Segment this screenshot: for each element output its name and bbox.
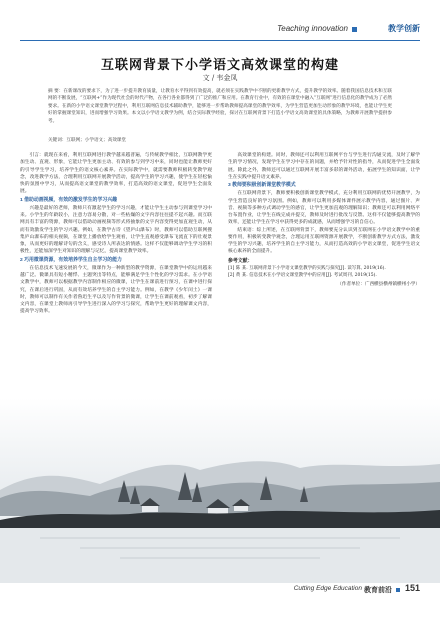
section-heading-1: 1 借助动画视频，有效的激发学生的学习兴趣 [20, 197, 118, 203]
continued-paragraph: 高效课堂的构建。同时，教师还可以利用互联网平台与学生进行沟通交流，及时了解学生的学习情况，发现学生在学习中存在的问题，并给予针对性的指导，从而促进学生全面发展。除此之外，教师还可以通过互联网开展丰富多彩的课外活动，拓展学生的知识面，让学生在实践中提升语文素养。 [228, 153, 420, 180]
reference-item: [1] 陈 某. 互联网背景下小学语文课堂教学的实践与探究[J]. 读写算, 2019(16). [228, 265, 386, 271]
header-square-icon [352, 27, 357, 32]
article-author: 文 / 韦金凤 [202, 74, 238, 82]
footer-english-title: Cutting Edge Education [293, 585, 362, 592]
section-heading-2: 2 巧用微课资源，有效培养学生自主学习的能力 [20, 257, 122, 263]
article-keywords: 关键词：互联网；小学语文；高效课堂 [48, 138, 127, 143]
article-title: 互联网背景下小学语文高效课堂的构建 [100, 58, 339, 73]
reference-item: [2] 黄 某. 信息技术在小学语文课堂教学中的应用[J]. 考试周刊, 2019(15). [228, 272, 377, 278]
intro-paragraph: 引言：就现在来看，利用互联网进行教学越来越普遍，与传统教学相比，互联网教学更加生动、直观、形象，它能让学生更加主动、有效的参与到学习中来，同时也能让教师更好的引导学生学习，培养学生的语文核心素养。在实际教学中，就需要教师积极转变教学观念，改进教学方法，合理利用互联网开展教学活动，提高学生的学习兴趣，使学生在轻松愉快的氛围中学习，从而提高语文课堂的教学效率，打造高效的语文课堂，促进学生全面发展。 [20, 153, 212, 195]
conclusion-paragraph: 结束语：综上所述，在互联网背景下，教师要充分认识到互联网在小学语文教学中的重要作用，积极转变教学观念，合理运用互联网资源开展教学，不断创新教学方式方法，激发学生的学习兴趣，培养学生的自主学习能力，从而打造高效的小学语文课堂，促进学生语文核心素养的全面提升。 [228, 227, 420, 255]
left-column [20, 152, 212, 316]
section-3-paragraph: 在互联网背景下，教师要积极创新课堂教学模式，充分利用互联网的优势开展教学，为学生营造良好的学习氛围。例如，教师可以利用多媒体课件展示教学内容，通过图片、声音、视频等多种方式调动学生的感官，让学生更加直观的理解知识；教师还可以利用网络平台布置作业，让学生在线完成并提交，教师及时进行批改与反馈。这样不仅能够提高教学的效率，还能让学生在学习中获得更多的成就感，从而增强学习的自信心。 [228, 191, 420, 226]
header-chinese-title: 教学创新 [388, 24, 420, 33]
footer-chinese-title: 教育前沿 [364, 586, 392, 594]
section-2-paragraph: 在信息技术飞速发展的今天，微课作为一种新型的教学资源，在课堂教学中的运用越来越广泛。微课具有短小精悍、主题突出等特点，能够满足学生个性化的学习需求。在小学语文教学中，教师可以根据教学内容制作相应的微课，让学生在课前进行预习，在课中进行探究，在课后进行巩固，从而有效培养学生的自主学习能力。例如，在教学《少年闰土》一课时，教师可以制作有关作者鲁迅生平以及写作背景的微课，让学生在课前观看，初步了解课文内容，在课堂上教师再引导学生进行深入的学习与探究，帮助学生更好的理解课文内容，提高学习效率。 [20, 265, 212, 315]
header-english-title: Teaching innovation [277, 24, 348, 33]
page-number: 151 [404, 583, 420, 593]
section-heading-3: 3 教师要积极创新课堂教学模式 [228, 183, 296, 188]
section-1-paragraph: 兴趣是最好的老师，教师只有激起学生的学习兴趣，才能让学生主动参与到课堂学习中来。小学生的年龄较小，注意力容易分散，对一些枯燥的文字内容往往提不起兴趣。而互联网具有丰富的资源，教师可以借助动画视频等形式将抽象的文字内容变得更加直观生动，从而有效激发学生的学习兴趣。例如，在教学古诗《望庐山瀑布》时，教师可以借助互联网搜集庐山瀑布的相关视频，在课堂上播放给学生观看，让学生直观感受瀑布飞流直下的壮观景象，从而更好的理解诗句的含义，感受诗人所表达的情感。这样不仅能够调动学生学习的积极性，还能加深学生对知识的理解与记忆，提高课堂教学效率。 [20, 205, 212, 255]
references-title: 参考文献： [228, 258, 253, 264]
footer-square-icon [396, 588, 400, 592]
page-footer [0, 583, 440, 597]
article-abstract: 摘 要：在新课改的要求下，为了进一步提升教育质量，让教育水平得到有效提高，就必须在实践教学中不断的更新教学方式，提升教学的效率。随着我国信息技术和互联网的不断发展，“互联网+”作为现代社会的时代产物，在各行各业都得到了广泛的推广和应用。在教育行业中，有效的在课堂中融入“互联网”进行信息化的教学成为了必然要求。在新的小学语文课堂教学过程中，利用互联网信息技术辅助教学，能够进一步帮助教师提高课堂的教学效率，为学生营造更加生动形象的教学环境，也能让学生更好的掌握课堂知识，进而增强学习效果。本文以小学语文教学为例，结合实际教学经验，探讨在互联网背景下打造小学语文高效课堂的具体策略，为教师开展教学提供参考。 [48, 89, 393, 124]
lake-water [0, 528, 440, 583]
right-column [228, 152, 420, 289]
page-header [0, 22, 440, 38]
ink-landscape-illustration [0, 398, 440, 583]
header-divider [20, 40, 420, 41]
author-affiliation: （作者单位：广西横县横州镇横州小学） [337, 282, 420, 288]
